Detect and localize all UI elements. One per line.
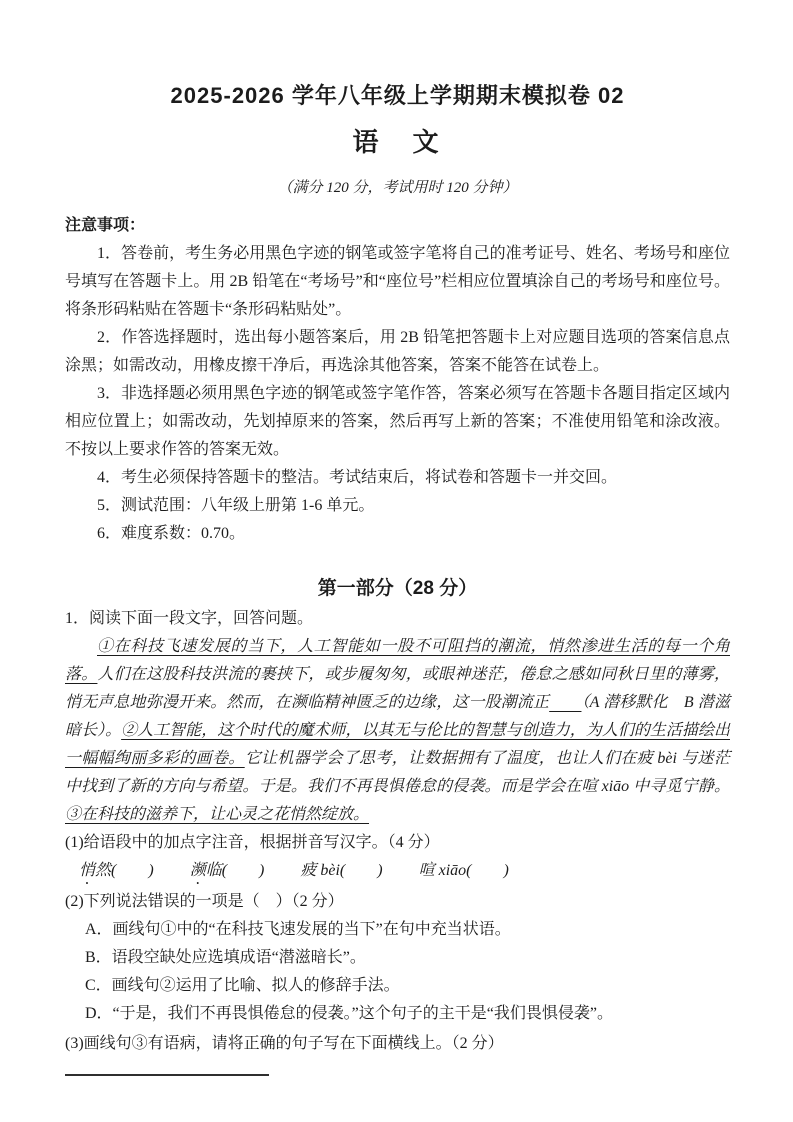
dotted-char: 悄 bbox=[79, 862, 96, 879]
phonetic-row bbox=[65, 857, 730, 888]
notice-item-3: 3．非选择题必须用黑色字迹的钢笔或签字笔作答，答案必须写在答题卡各题目指定区域内相应位置上；如需改动，先划掉原来的答案，然后再写上新的答案；不准使用铅笔和涂改液。不按以上要求作答的答案无效。 bbox=[65, 385, 730, 458]
phonetic-item-tail: 临( ) bbox=[205, 862, 265, 879]
notice-item-4: 4．考生必须保持答题卡的整洁。考试结束后，将试卷和答题卡一并交回。 bbox=[97, 469, 618, 486]
subject-title: 语 文 bbox=[352, 127, 443, 157]
phonetic-item-tail: 喧 xiāo( ) bbox=[418, 862, 509, 879]
passage-segment-underlined-2: ②人工智能，这个时代的魔术师，以其无与伦比的智慧与创造力，为人们的生活描绘出一幅幅绚丽多彩的画卷。 bbox=[65, 722, 730, 767]
passage-blank-line bbox=[549, 694, 581, 711]
question1-lead: 1．阅读下面一段文字，回答问题。 bbox=[65, 610, 314, 627]
notice-item-2: 2．作答选择题时，选出每小题答案后，用 2B 铅笔把答题卡上对应题目选项的答案信息点涂黑；如需改动，用橡皮擦干净后，再选涂其他答案，答案不能答在试卷上。 bbox=[65, 329, 730, 374]
question1-options bbox=[65, 916, 730, 1028]
option-c: C．画线句②运用了比喻、拟人的修辞手法。 bbox=[85, 977, 400, 994]
dotted-char: 濒 bbox=[189, 862, 206, 879]
option-b: B．语段空缺处应选填成语“潜滋暗长”。 bbox=[85, 949, 366, 966]
exam-title: 2025-2026 学年八年级上学期期末模拟卷 02 bbox=[170, 83, 625, 108]
notice-item-1: 1．答卷前，考生务必用黑色字迹的钢笔或签字笔将自己的准考证号、姓名、考场号和座位号填写在答题卡上。用 2B 铅笔在“考场号”和“座位号”栏相应位置填涂自己的考场号和座位号。将条形码粘贴在答题卡“条形码粘贴处”。 bbox=[65, 245, 730, 318]
part1-heading: 第一部分（28 分） bbox=[317, 578, 478, 599]
phonetic-item-pibei bbox=[300, 857, 382, 888]
passage-segment-underlined-3: ③在科技的滋养下，让心灵之花悄然绽放。 bbox=[65, 806, 370, 823]
passage-segment-plain-3: 它让机器学会了思考，让数据拥有了温度，也让人们在疲 bèi 与迷茫中找到了新的方向与希望。于是。我们不再畏惧倦怠的侵袭。而是学会在喧 xiāo 中寻觅宁静。 bbox=[65, 750, 730, 795]
question1-passage bbox=[65, 633, 730, 829]
option-a: A．画线句①中的“在科技飞速发展的当下”在句中充当状语。 bbox=[85, 921, 511, 938]
question1-sub3-label: (3)画线句③有语病，请将正确的句子写在下面横线上。（2 分） bbox=[65, 1035, 504, 1052]
notice-item-5: 5．测试范围：八年级上册第 1-6 单元。 bbox=[97, 497, 375, 514]
passage-segment-plain-2: （A 潜移默化 B 潜滋暗长）。 bbox=[65, 694, 730, 739]
phonetic-item-xuanxiao bbox=[419, 857, 509, 888]
passage-segment-underlined-1: ①在科技飞速发展的当下，人工智能如一股不可阻挡的潮流，悄然渗进生活的每一个角落。 bbox=[65, 638, 730, 683]
score-note: （满分 120 分，考试用时 120 分钟） bbox=[277, 180, 518, 196]
option-d: D．“于是，我们不再畏惧倦怠的侵袭。”这个句子的主干是“我们畏惧侵袭”。 bbox=[85, 1005, 613, 1022]
notice-section bbox=[65, 212, 730, 548]
phonetic-item-qiaoran bbox=[79, 857, 154, 888]
phonetic-item-binlin bbox=[190, 857, 265, 888]
question1-sub2-label: (2)下列说法错误的一项是（ ）（2 分） bbox=[65, 893, 344, 910]
phonetic-item-tail: 疲 bèi( ) bbox=[300, 862, 383, 879]
answer-blank-line bbox=[65, 1074, 269, 1076]
notice-heading: 注意事项： bbox=[65, 217, 146, 234]
question1-sub1-label: (1)给语段中的加点字注音，根据拼音写汉字。（4 分） bbox=[65, 834, 440, 851]
passage-segment-plain-1: 人们在这股科技洪流的裹挟下，或步履匆匆，或眼神迷茫，倦怠之感如同秋日里的薄雾，悄无声息地弥漫开来。然而，在濒临精神匮乏的边缘，这一股潮流正 bbox=[65, 666, 730, 711]
notice-item-6: 6．难度系数：0.70。 bbox=[97, 525, 246, 542]
phonetic-item-tail: 然( ) bbox=[95, 862, 154, 879]
